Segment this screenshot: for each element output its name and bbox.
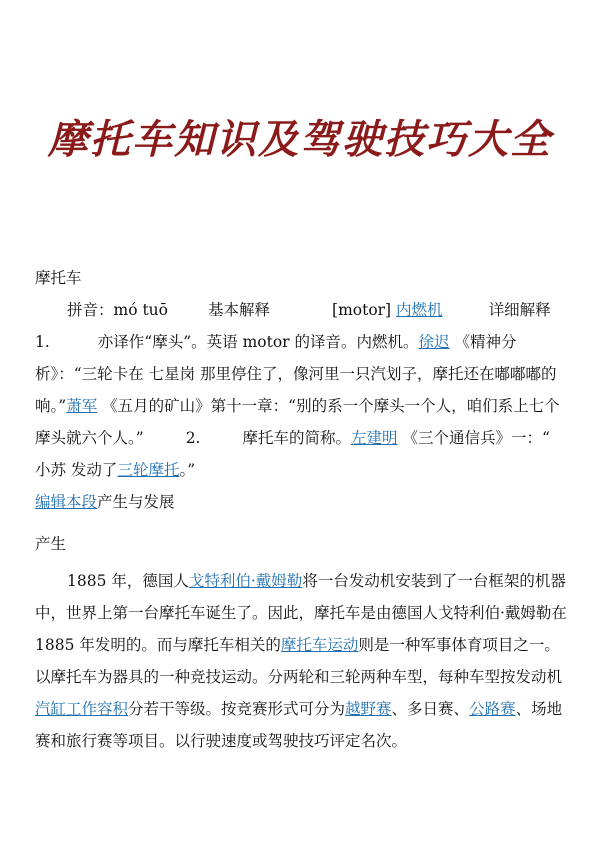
basic-label: 基本解释	[208, 301, 271, 319]
section-origin-title: 产生与发展	[97, 493, 175, 511]
def2-end: 。”	[179, 461, 196, 479]
def1-quote-2: 《五月的矿山》第十一章：“别的系一个摩头一个人，咱们系上七个摩头就六个人。”	[35, 397, 560, 447]
origin-paragraph	[35, 565, 567, 757]
origin-text-1: 1885 年，德国人	[67, 572, 189, 590]
edit-line	[35, 486, 567, 518]
link-xiao-jun[interactable]: 萧军	[66, 397, 98, 415]
origin-text-5: 、多日赛、	[391, 700, 470, 718]
link-cross-country[interactable]: 越野赛	[345, 700, 392, 718]
def1-number: 1.	[35, 333, 50, 351]
def1-text: 亦译作“摩头”。英语 motor 的译音。内燃机。	[97, 333, 419, 351]
def2-number: 2.	[185, 429, 201, 447]
definition-paragraph	[35, 326, 567, 486]
link-cylinder-volume[interactable]: 汽缸工作容积	[35, 700, 129, 718]
origin-text-2: 将一台发动机安装到了一台框架的机器中，世界上第一台摩托车诞生了。因此，摩托车是由德国人戈特利伯·戴姆勒在 1885 年发明的。而与摩托车相关的	[35, 572, 567, 654]
pinyin-label: 拼音：mó tuō	[67, 301, 168, 319]
entry-heading: 摩托车	[35, 269, 82, 287]
def1-quote: 《精神分析》：“三轮卡在 七星岗 那里停住了，像河里一只汽划子，摩托还在嘟嘟嘟的响。”	[35, 333, 557, 415]
motor-label: [motor]	[332, 301, 392, 319]
link-internal-combustion[interactable]: 内燃机	[396, 301, 443, 319]
origin-text-6: 、场地赛和旅行赛等项目。以行驶速度或驾驶技巧评定名次。	[35, 700, 563, 750]
link-xu-chi[interactable]: 徐迟	[418, 333, 450, 351]
origin-text-4: 分若干等级。按竞赛形式可分为	[128, 700, 346, 718]
origin-text-3: 则是一种军事体育项目之一。以摩托车为器具的一种竞技运动。分两轮和三轮两种车型，每种车型按发动机	[35, 636, 563, 686]
link-zuo-jianming[interactable]: 左建明	[351, 429, 398, 447]
link-daimler[interactable]: 戈特利伯·戴姆勒	[188, 572, 303, 590]
link-moto-sport[interactable]: 摩托车运动	[280, 636, 359, 654]
link-three-wheel-moto[interactable]: 三轮摩托	[117, 461, 180, 479]
section-heading: 产生	[35, 535, 67, 553]
def2-quote: 《三个通信兵》一：“ 小苏 发动了	[35, 429, 550, 479]
detail-label: 详细解释	[488, 301, 551, 319]
edit-section-link[interactable]: 编辑本段	[35, 493, 98, 511]
document-title: 摩托车知识及驾驶技巧大全	[48, 116, 552, 163]
def2-text: 摩托车的简称。	[242, 429, 351, 447]
link-road-race[interactable]: 公路赛	[469, 700, 516, 718]
pinyin-line	[35, 294, 567, 326]
